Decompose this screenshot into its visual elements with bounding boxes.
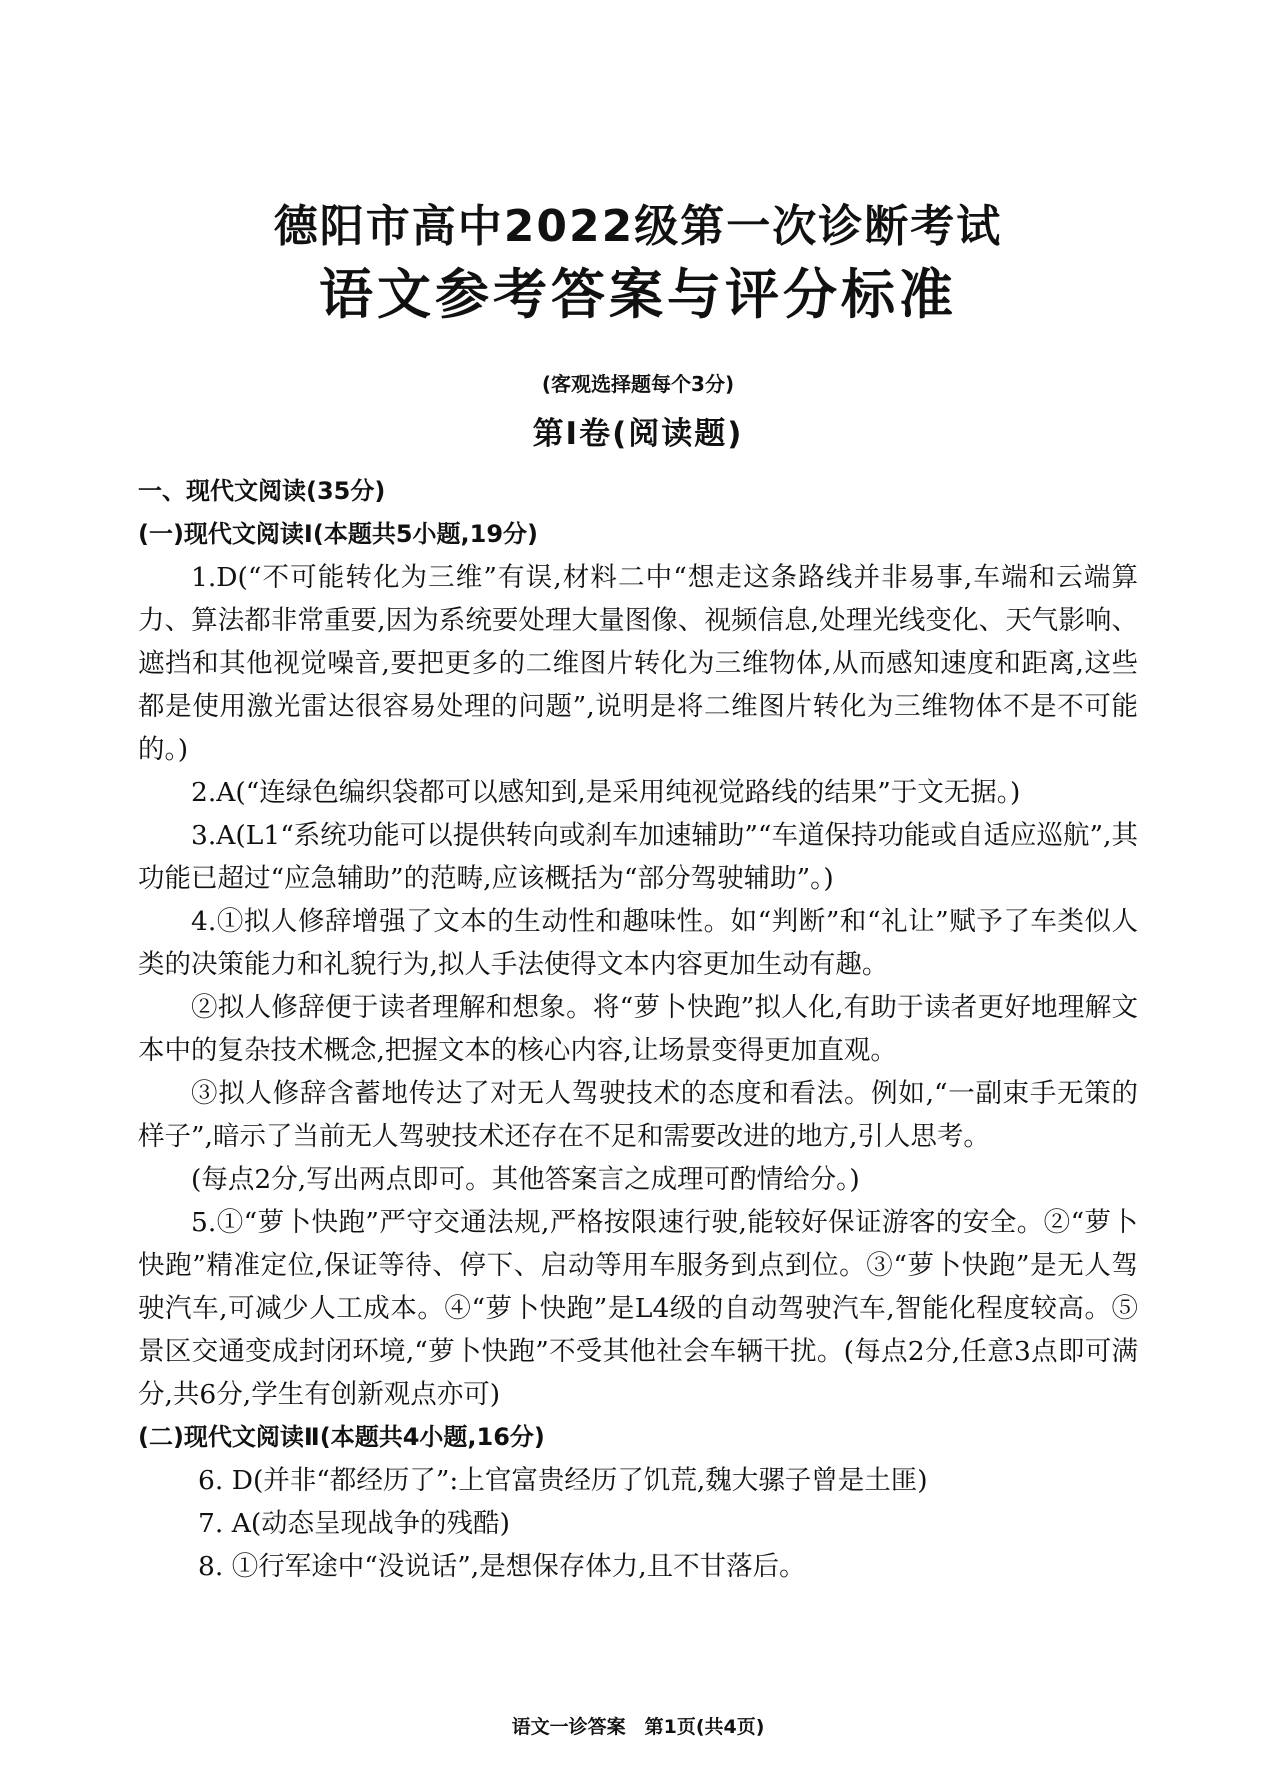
- document-subtitle: 语文参考答案与评分标准: [319, 263, 957, 326]
- section-heading-sub1: (一)现代文阅读Ⅰ(本题共5小题,19分): [138, 520, 539, 548]
- answer-q3: 3.A(L1“系统功能可以提供转向或刹车加速辅助”“车道保持功能或自适应巡航”,其功能已超过“应急辅助”的范畴,应该概括为“部分驾驶辅助”。): [138, 820, 1138, 894]
- answer-q1: 1.D(“不可能转化为三维”有误,材料二中“想走这条路线并非易事,车端和云端算力、算法都非常重要,因为系统要处理大量图像、视频信息,处理光线变化、天气影响、遮挡和其他视觉噪音,要把更多的二维图片转化为三维物体,从而感知速度和距离,这些都是使用激光雷达很容易处理的问题”,说明是将二维图片转化为三维物体不是不可能的。): [138, 562, 1138, 765]
- answer-q8: 8. ①行军途中“没说话”,是想保存体力,且不甘落后。: [198, 1551, 806, 1582]
- scoring-note: (客观选择题每个3分): [541, 372, 735, 396]
- answer-body: [138, 470, 1138, 1588]
- answer-q2: 2.A(“连绿色编织袋都可以感知到,是采用纯视觉路线的结果”于文无据。): [191, 777, 1021, 808]
- answer-q6: 6. D(并非“都经历了”:上官富贵经历了饥荒,魏大骡子曾是土匪): [198, 1465, 928, 1496]
- section-heading-sub2: (二)现代文阅读Ⅱ(本题共4小题,16分): [138, 1423, 545, 1451]
- answer-q4-point3: ③拟人修辞含蓄地传达了对无人驾驶技术的态度和看法。例如,“一副束手无策的样子”,暗示了当前无人驾驶技术还存在不足和需要改进的地方,引人思考。: [138, 1078, 1138, 1152]
- exam-title: 德阳市高中2022级第一次诊断考试: [273, 201, 1003, 252]
- section-heading-part1: 一、现代文阅读(35分): [138, 477, 386, 505]
- answer-q4-point1: 4.①拟人修辞增强了文本的生动性和趣味性。如“判断”和“礼让”赋予了车类似人类的决策能力和礼貌行为,拟人手法使得文本内容更加生动有趣。: [138, 906, 1138, 980]
- page-footer: 语文一诊答案 第1页(共4页): [511, 1716, 765, 1738]
- volume-heading: 第Ⅰ卷(阅读题): [532, 416, 744, 452]
- answer-q5: 5.①“萝卜快跑”严守交通法规,严格按限速行驶,能较好保证游客的安全。②“萝卜快跑”精准定位,保证等待、停下、启动等用车服务到点到位。③“萝卜快跑”是无人驾驶汽车,可减少人工成本。④“萝卜快跑”是L4级的自动驾驶汽车,智能化程度较高。⑤景区交通变成封闭环境,“萝卜快跑”不受其他社会车辆干扰。(每点2分,任意3点即可满分,共6分,学生有创新观点亦可): [138, 1207, 1138, 1410]
- answer-q4-scoring-note: (每点2分,写出两点即可。其他答案言之成理可酌情给分。): [191, 1164, 860, 1195]
- answer-q7: 7. A(动态呈现战争的残酷): [198, 1508, 511, 1539]
- answer-q4-point2: ②拟人修辞便于读者理解和想象。将“萝卜快跑”拟人化,有助于读者更好地理解文本中的复杂技术概念,把握文本的核心内容,让场景变得更加直观。: [138, 992, 1138, 1066]
